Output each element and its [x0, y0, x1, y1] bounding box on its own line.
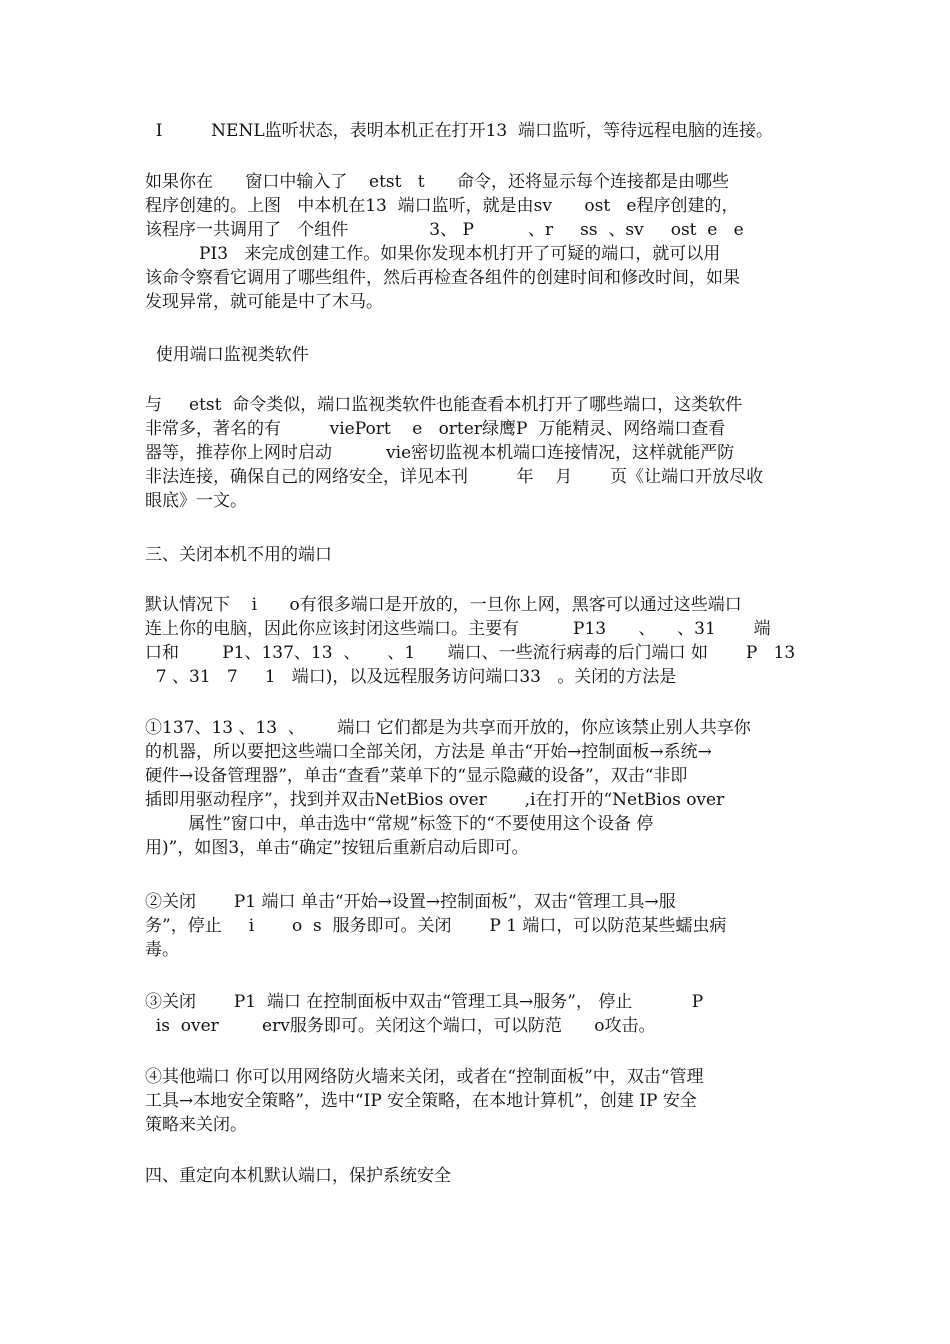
- text-line: 口和 P1、137、13 、 、1 端口、一些流行病毒的后门端口 如 P 13: [145, 643, 796, 663]
- paragraph-step-2: [145, 890, 810, 962]
- text-line: 工具→本地安全策略”，选中“IP 安全策略，在本地计算机”，创建 IP 安全: [145, 1091, 697, 1111]
- paragraph-netstat-command: [145, 170, 810, 314]
- text-line: 务”，停止 i o s 服务即可。关闭 P 1 端口，可以防范某些蠕虫病: [145, 916, 727, 936]
- text-line: ①137、13 、13 、 端口 它们都是为共享而开放的，你应该禁止别人共享你: [145, 718, 751, 738]
- text-line: 用)”，如图3，单击“确定”按钮后重新启动后即可。: [145, 838, 529, 858]
- section-heading-redirect-ports: 四、重定向本机默认端口，保护系统安全: [145, 1166, 451, 1186]
- text-line: 连上你的电脑，因此你应该封闭这些端口。主要有 P13 、 、31 端: [145, 619, 771, 639]
- paragraph-default-ports: [145, 593, 810, 689]
- text-line: 插即用驱动程序”，找到并双击NetBios over ,i在打开的“NetBios over: [145, 790, 725, 810]
- paragraph-step-4: [145, 1065, 810, 1137]
- text-line: 属性”窗口中，单击选中“常规”标签下的“不要使用这个设备 停: [145, 814, 654, 834]
- text-line: 硬件→设备管理器”，单击“查看”菜单下的“显示隐藏的设备”，双击“非即: [145, 766, 688, 786]
- text-line: 程序创建的。上图 中本机在13 端口监听，就是由sv ost e程序创建的，: [145, 196, 739, 216]
- section-heading-port-monitor: 使用端口监视类软件: [145, 345, 309, 365]
- text-line: ③关闭 P1 端口 在控制面板中双击“管理工具→服务”， 停止 P: [145, 992, 704, 1012]
- text-line: 器等，推荐你上网时启动 vie密切监视本机端口连接情况，这样就能严防: [145, 443, 735, 463]
- paragraph-step-1: [145, 716, 810, 860]
- text-line: 非法连接，确保自己的网络安全，详见本刊 年 月 页《让端口开放尽收: [145, 467, 764, 487]
- text-line: 的机器，所以要把这些端口全部关闭，方法是 单击“开始→控制面板→系统→: [145, 742, 712, 762]
- text-line: 发现异常，就可能是中了木马。: [145, 292, 383, 312]
- text-line: 策略来关闭。: [145, 1115, 247, 1135]
- paragraph-port-monitor-software: [145, 393, 810, 513]
- text-line: ④其他端口 你可以用网络防火墙来关闭，或者在“控制面板”中，双击“管理: [145, 1067, 704, 1087]
- text-line: PI3 来完成创建工作。如果你发现本机打开了可疑的端口，就可以用: [145, 244, 721, 264]
- text-line: 该命令察看它调用了哪些组件，然后再检查各组件的创建时间和修改时间，如果: [145, 268, 740, 288]
- text-line: 7 、31 7 1 端口)，以及远程服务访问端口33 。关闭的方法是: [145, 667, 677, 687]
- section-heading-close-ports: 三、关闭本机不用的端口: [145, 545, 332, 565]
- text-line: 毒。: [145, 940, 179, 960]
- text-line: 该程序一共调用了 个组件 3、 P 、r ss 、sv ost e e: [145, 220, 744, 240]
- paragraph-step-3: [145, 990, 810, 1038]
- text-line: ②关闭 P1 端口 单击“开始→设置→控制面板”，双击“管理工具→服: [145, 892, 676, 912]
- text-line: 如果你在 窗口中输入了 etst t 命令，还将显示每个连接都是由哪些: [145, 172, 729, 192]
- text-line: 默认情况下 i o有很多端口是开放的，一旦你上网，黑客可以通过这些端口: [145, 595, 742, 615]
- text-line: is over erv服务即可。关闭这个端口，可以防范 o攻击。: [145, 1016, 656, 1036]
- text-line: I NENL监听状态，表明本机正在打开13 端口监听，等待远程电脑的连接。: [145, 121, 774, 141]
- text-line: 眼底》一文。: [145, 491, 247, 511]
- text-line: 非常多，著名的有 viePort e orter绿鹰P 万能精灵、网络端口查看: [145, 419, 726, 439]
- text-line: 与 etst 命令类似，端口监视类软件也能查看本机打开了哪些端口，这类软件: [145, 395, 743, 415]
- paragraph-listening-state: [145, 119, 810, 143]
